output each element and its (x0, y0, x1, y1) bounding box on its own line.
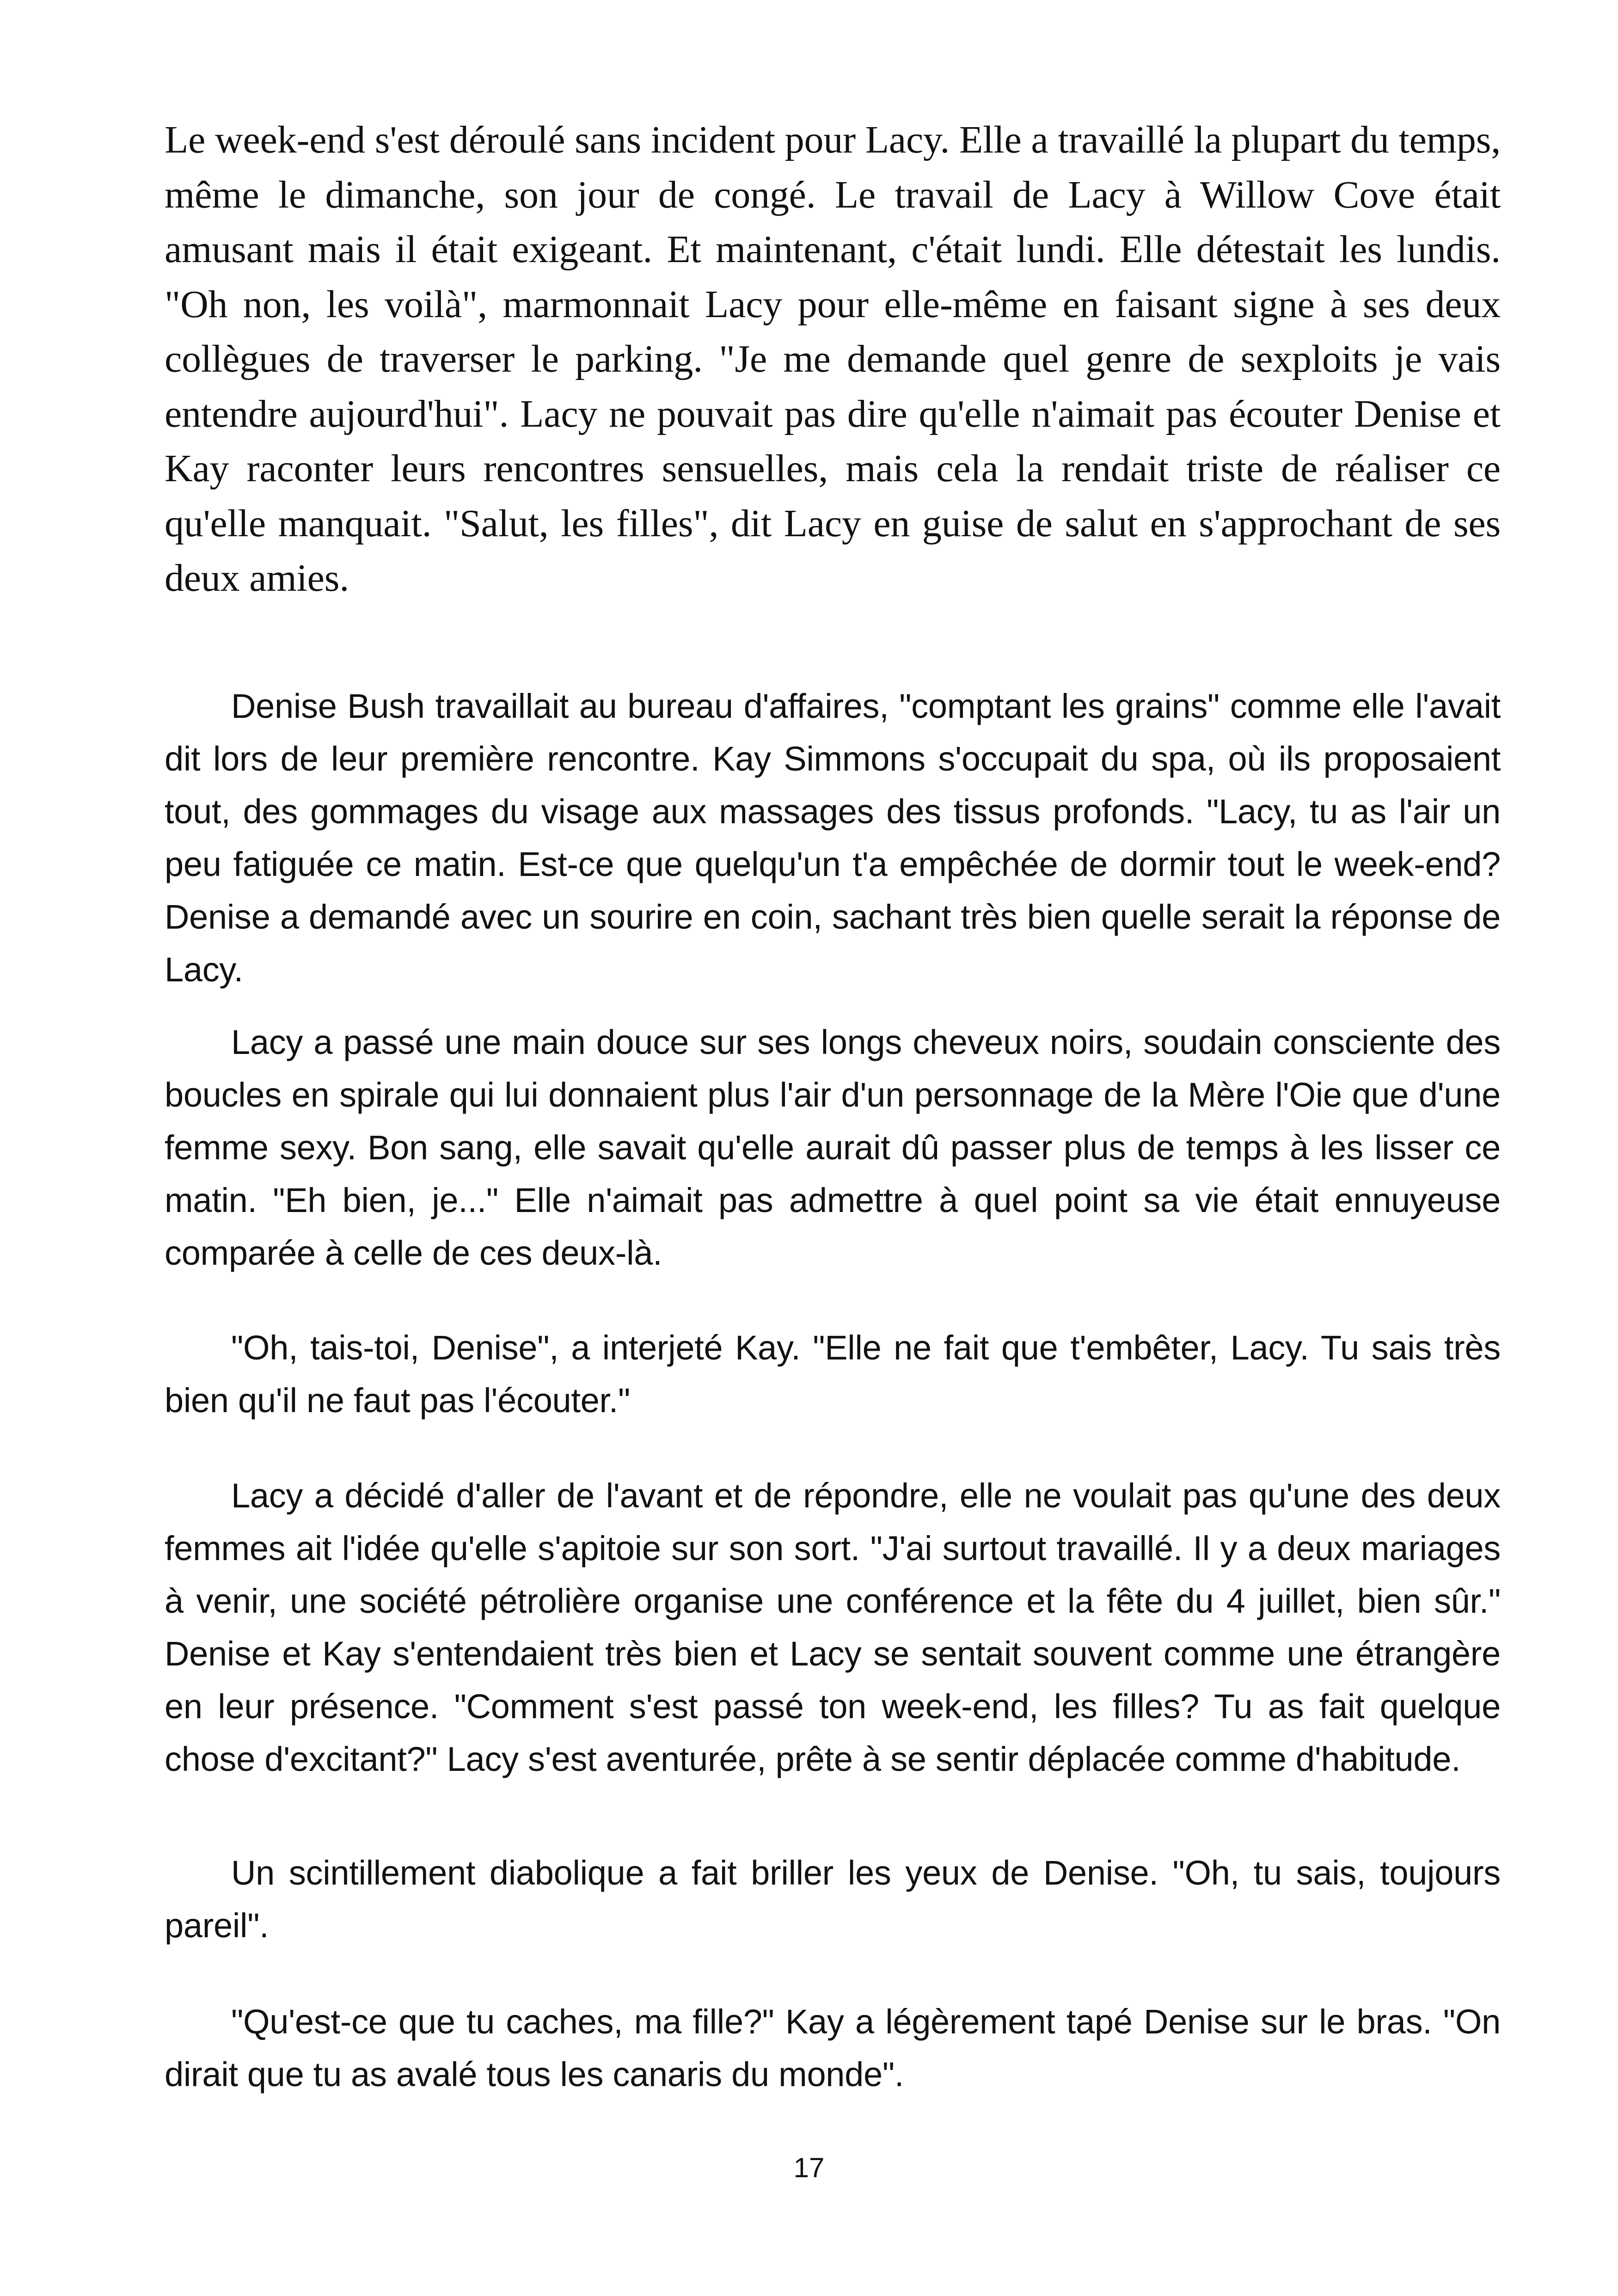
paragraph-kay-taps: "Qu'est-ce que tu caches, ma fille?" Kay a légèrement tapé Denise sur le bras. "On dirait que tu as avalé tous les canaris du monde". (165, 2002, 1501, 2094)
paragraph-kay-interjects: "Oh, tais-toi, Denise", a interjeté Kay. "Elle ne fait que t'embêter, Lacy. Tu sais très bien qu'il ne faut pas l'écouter." (165, 1329, 1501, 1420)
paragraph-lacy-answers: Lacy a décidé d'aller de l'avant et de répondre, elle ne voulait pas qu'une des deux femmes ait l'idée qu'elle s'apitoie sur son sort. "J'ai surtout travaillé. Il y a deux mariages à venir, une société pétrolière organise une conférence et la fête du 4 juillet, bien sûr." Denise et Kay s'entendaient très bien et Lacy se sentait souvent comme une étrangère en leur présence. "Comment s'est passé ton week-end, les filles? Tu as fait quelque chose d'excitant?" Lacy s'est aventurée, prête à se sentir déplacée comme d'habitude. (165, 1476, 1501, 1778)
paragraph-denise-bush: Denise Bush travaillait au bureau d'affaires, "comptant les grains" comme elle l'avait dit lors de leur première rencontre. Kay Simmons s'occupait du spa, où ils proposaient tout, des gommages du visage aux massages des tissus profonds. "Lacy, tu as l'air un peu fatiguée ce matin. Est-ce que quelqu'un t'a empêchée de dormir tout le week-end? Denise a demandé avec un sourire en coin, sachant très bien quelle serait la réponse de Lacy. (165, 687, 1501, 989)
page-number: 17 (793, 2152, 825, 2183)
paragraph-opening: Le week-end s'est déroulé sans incident pour Lacy. Elle a travaillé la plupart du temps, même le dimanche, son jour de congé. Le travail de Lacy à Willow Cove était amusant mais il était exigeant. Et maintenant, c'était lundi. Elle détestait les lundis. "Oh non, les voilà", marmonnait Lacy pour elle-même en faisant signe à ses deux collègues de traverser le parking. "Je me demande quel genre de sexploits je vais entendre aujourd'hui". Lacy ne pouvait pas dire qu'elle n'aimait pas écouter Denise et Kay raconter leurs rencontres sensuelles, mais cela la rendait triste de réaliser ce qu'elle manquait. "Salut, les filles", dit Lacy en guise de salut en s'approchant de ses deux amies. (165, 118, 1501, 600)
paragraph-lacy-hair: Lacy a passé une main douce sur ses longs cheveux noirs, soudain consciente des boucles en spirale qui lui donnaient plus l'air d'un personnage de la Mère l'Oie que d'une femme sexy. Bon sang, elle savait qu'elle aurait dû passer plus de temps à les lisser ce matin. "Eh bien, je..." Elle n'aimait pas admettre à quel point sa vie était ennuyeuse comparée à celle de ces deux-là. (165, 1023, 1501, 1272)
paragraph-denise-twinkle: Un scintillement diabolique a fait briller les yeux de Denise. "Oh, tu sais, toujours pareil". (165, 1854, 1501, 1945)
